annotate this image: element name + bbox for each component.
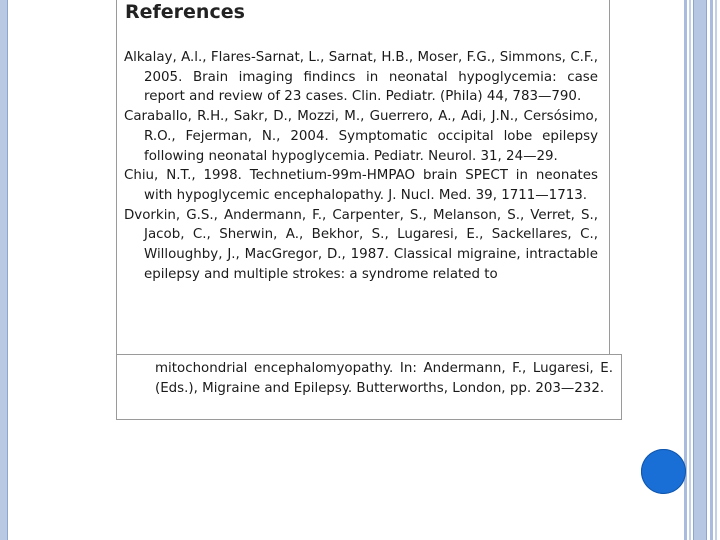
reference-entry-caraballo: Caraballo, R.H., Sakr, D., Mozzi, M., Guerrero, A., Adi, J.N., Cersósimo, R.O., Fejerman, N., 2004. Symptomatic occipital lobe epilepsy following neonatal hypoglycemia. Pediatr. Neurol. 31, 24—29. bbox=[124, 109, 598, 164]
references-heading: References bbox=[125, 1, 245, 23]
references-image-bottom bbox=[116, 354, 622, 420]
stripe bbox=[684, 0, 687, 540]
references-image-top bbox=[116, 0, 610, 355]
stripe bbox=[689, 0, 691, 540]
reference-entry-alkalay: Alkalay, A.l., Flares-Sarnat, L., Sarnat, H.B., Moser, F.G., Simmons, C.F., 2005. Brain imaging findincs in neonatal hypoglycemia: case report and review of 23 cases. Clin. Pediatr. (Phila) 44, 783—790. bbox=[124, 50, 598, 105]
reference-list bbox=[124, 48, 598, 284]
stripe bbox=[710, 0, 713, 540]
slide-decorative-dot bbox=[641, 449, 686, 494]
reference-entry-dvorkin: Dvorkin, G.S., Andermann, F., Carpenter, S., Melanson, S., Verret, S., Jacob, C., Sherwin, A., Bekhor, S., Lugaresi, E., Sackellares, C., Willoughby, J., MacGregor, D., 1987. Classical migraine, intractable epilepsy and multiple strokes: a syndrome related to bbox=[124, 207, 598, 282]
reference-continuation: mitochondrial encephalomyopathy. In: Andermann, F., Lugaresi, E. (Eds.), Migraine and Epilepsy. Butterworths, London, pp. 203—232. bbox=[155, 361, 613, 396]
stripe bbox=[693, 0, 707, 540]
reference-entry-chiu: Chiu, N.T., 1998. Technetium-99m-HMPAO brain SPECT in neonates with hypoglycemic encephalopathy. J. Nucl. Med. 39, 1711—1713. bbox=[124, 168, 598, 203]
stripe bbox=[715, 0, 717, 540]
left-decorative-bar bbox=[0, 0, 8, 540]
right-decorative-stripes bbox=[684, 0, 720, 540]
